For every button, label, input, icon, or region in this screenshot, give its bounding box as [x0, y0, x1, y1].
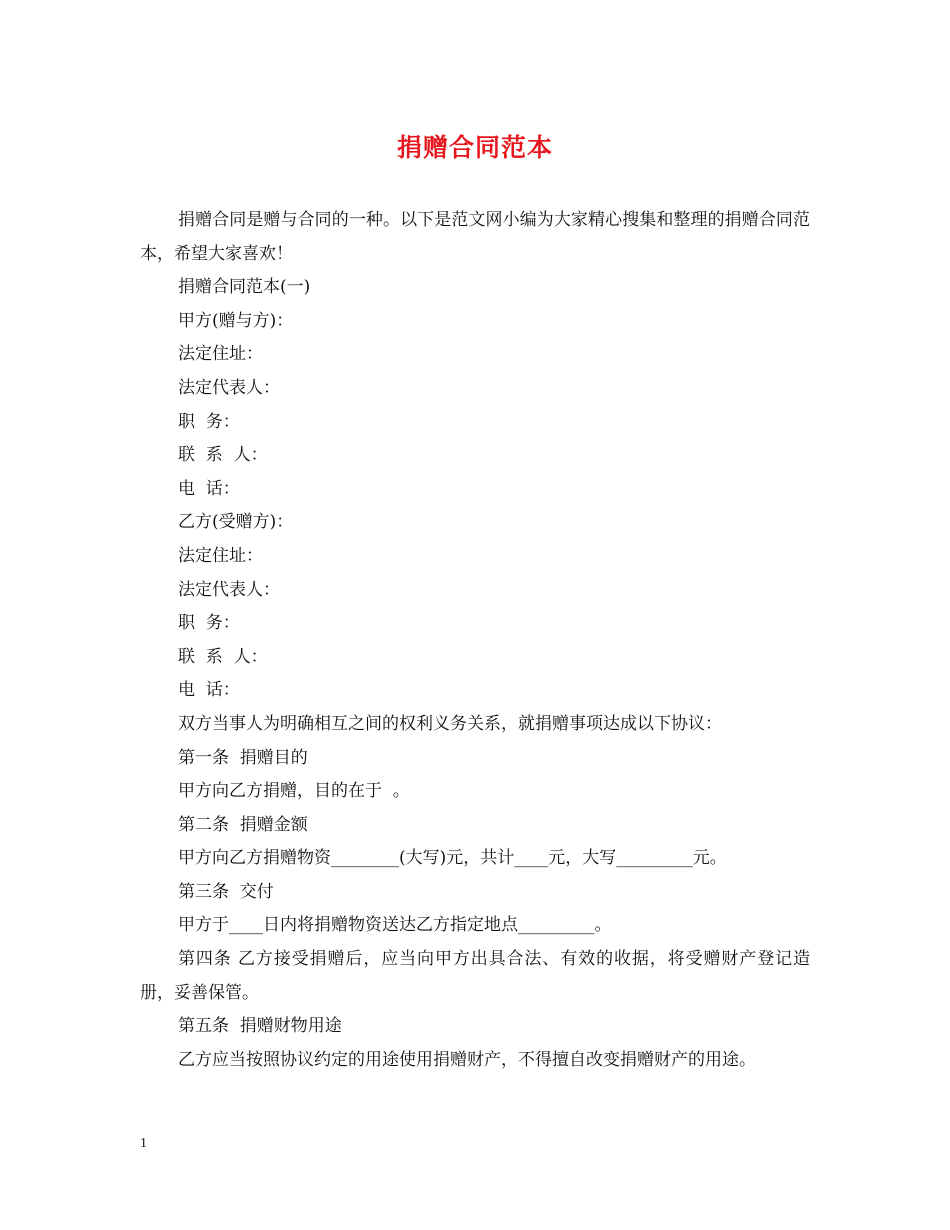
paragraph-article-5-heading: 第五条 捐赠财物用途 — [178, 1016, 342, 1037]
paragraph-party-b-representative: 法定代表人： — [178, 579, 280, 600]
paragraph-article-5-body: 乙方应当按照协议约定的用途使用捐赠财产，不得擅自改变捐赠财产的用途。 — [178, 1049, 756, 1070]
paragraph-party-b: 乙方(受赠方)： — [178, 512, 294, 533]
paragraph-party-a-position: 职 务： — [178, 411, 240, 432]
paragraph-party-b-position: 职 务： — [178, 613, 240, 634]
document-body — [140, 204, 810, 1077]
paragraph-party-a-address: 法定住址： — [178, 344, 263, 365]
paragraph-party-b-contact: 联 系 人： — [178, 646, 268, 667]
paragraph-article-2-heading: 第二条 捐赠金额 — [178, 814, 308, 835]
paragraph-party-a-representative: 法定代表人： — [178, 377, 280, 398]
document-title: 捐赠合同范本 — [396, 133, 553, 162]
paragraph-party-b-phone: 电 话： — [178, 680, 240, 701]
paragraph-article-1-heading: 第一条 捐赠目的 — [178, 747, 308, 768]
paragraph-article-3-body: 甲方于____日内将捐赠物资送达乙方指定地点_________。 — [178, 915, 612, 936]
paragraph-agreement: 双方当事人为明确相互之间的权利义务关系，就捐赠事项达成以下协议： — [178, 713, 722, 734]
paragraph-party-a-phone: 电 话： — [178, 478, 240, 499]
paragraph-party-a: 甲方(赠与方)： — [178, 310, 294, 331]
paragraph-article-4: 第四条 乙方接受捐赠后，应当向甲方出具合法、有效的收据，将受赠财产登记造册，妥善保管。 — [140, 949, 810, 1003]
page-number: 1 — [140, 1136, 147, 1151]
paragraph-article-3-heading: 第三条 交付 — [178, 881, 274, 902]
paragraph-party-b-address: 法定住址： — [178, 545, 263, 566]
paragraph-intro: 捐赠合同是赠与合同的一种。以下是范文网小编为大家精心搜集和整理的捐赠合同范本，希望大家喜欢！ — [140, 210, 810, 264]
paragraph-party-a-contact: 联 系 人： — [178, 445, 268, 466]
paragraph-contract-heading: 捐赠合同范本(一) — [178, 277, 311, 298]
paragraph-article-1-body: 甲方向乙方捐赠，目的在于 。 — [178, 781, 410, 802]
paragraph-article-2-body: 甲方向乙方捐赠物资________(大写)元，共计____元，大写_________元。 — [178, 848, 727, 869]
